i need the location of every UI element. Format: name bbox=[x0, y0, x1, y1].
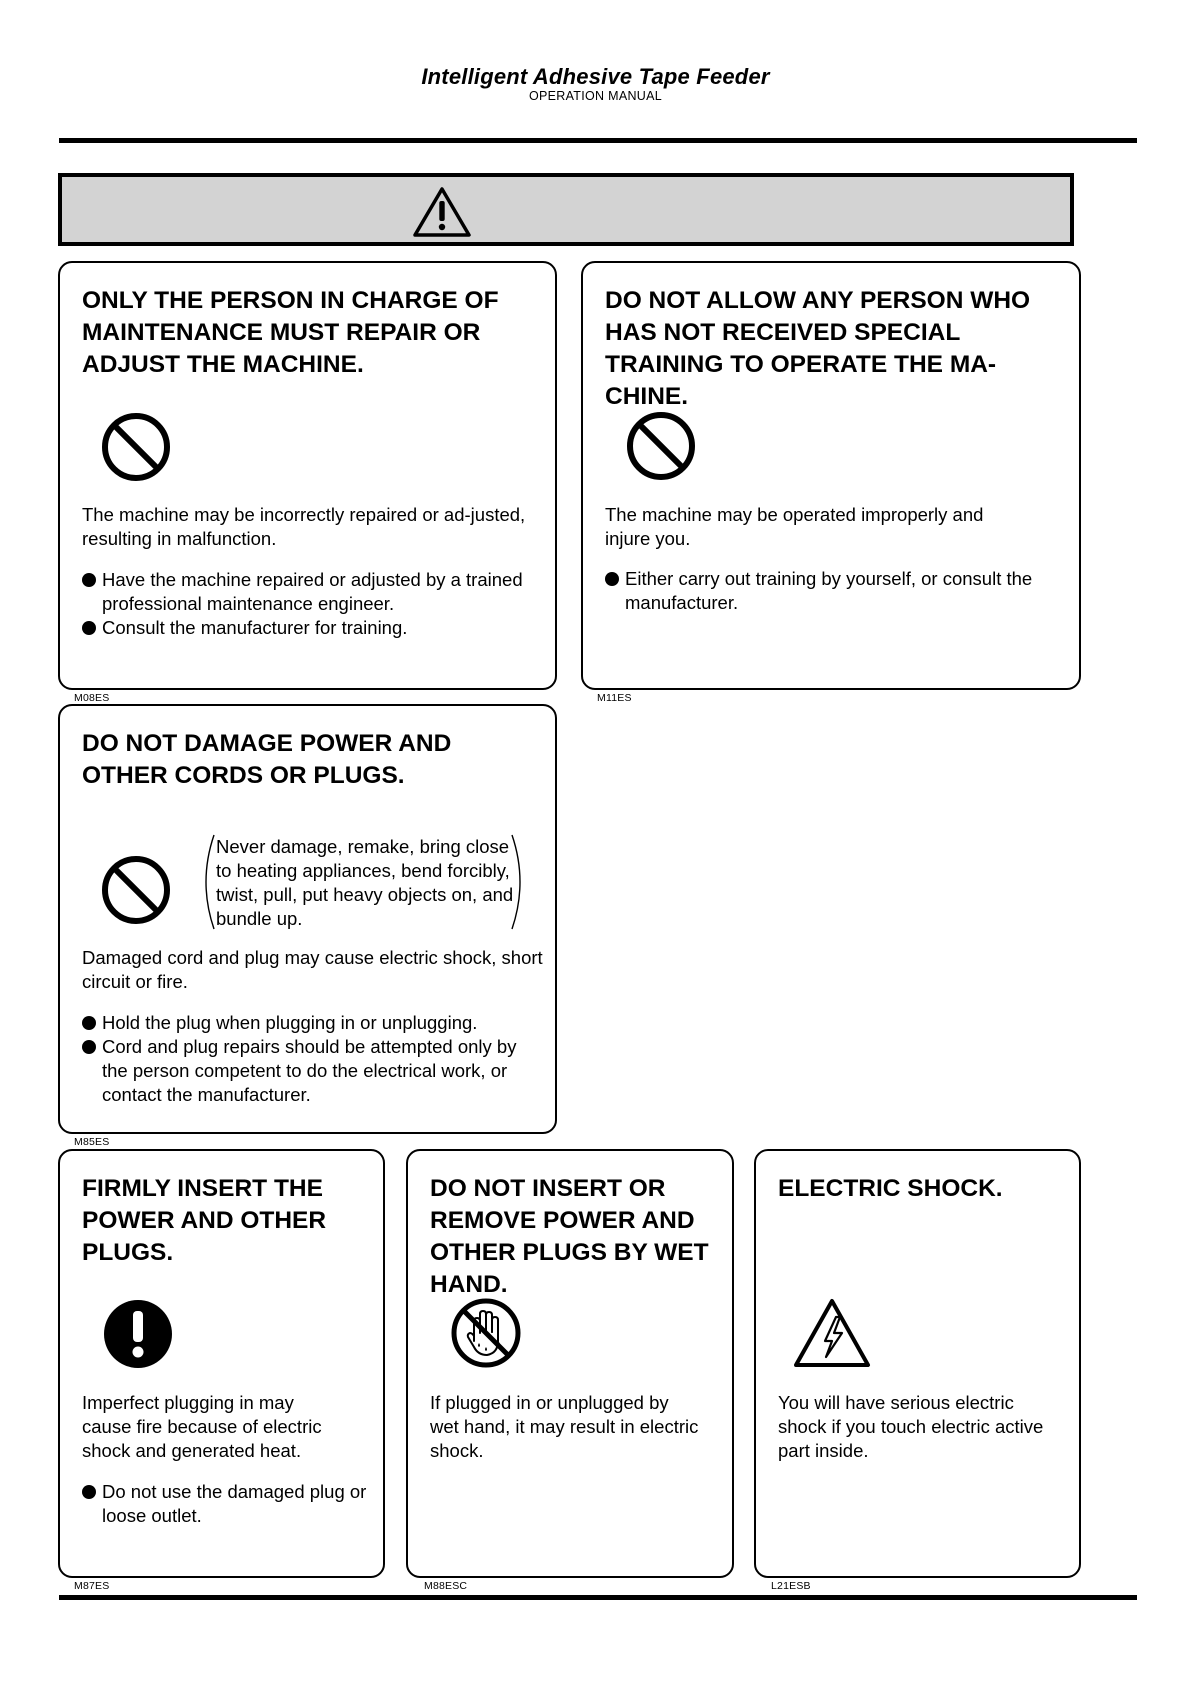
card-body: Imperfect plugging in may cause fire because of electric shock and generated heat. bbox=[82, 1392, 322, 1461]
right-parenthesis-icon bbox=[510, 833, 526, 931]
bullet-dot-icon bbox=[82, 1016, 96, 1030]
bullet-text: Hold the plug when plugging in or unplugging. bbox=[102, 1012, 478, 1033]
no-wet-hands-icon bbox=[450, 1297, 522, 1369]
card-title: ONLY THE PERSON IN CHARGE OF MAINTENANCE MUST REPAIR OR ADJUST THE MACHINE. bbox=[82, 287, 499, 378]
card-code: M87ES bbox=[74, 1580, 110, 1592]
safety-card-firm-plug bbox=[58, 1149, 385, 1578]
mandatory-exclamation-icon bbox=[103, 1299, 173, 1369]
manual-title: Intelligent Adhesive Tape Feeder bbox=[421, 64, 770, 89]
card-title: DO NOT DAMAGE POWER AND OTHER CORDS OR PLUGS. bbox=[82, 730, 452, 789]
prohibited-icon bbox=[626, 411, 696, 481]
safety-card-training bbox=[581, 261, 1081, 690]
prohibited-icon bbox=[101, 412, 171, 482]
bullet-text: Consult the manufacturer for training. bbox=[102, 617, 408, 638]
warning-triangle-icon bbox=[412, 186, 472, 238]
bullet-item bbox=[605, 567, 1065, 615]
card-code: M88ESC bbox=[424, 1580, 468, 1592]
card-title: ELECTRIC SHOCK. bbox=[778, 1175, 1003, 1202]
bullet-dot-icon bbox=[82, 1485, 96, 1499]
card-body: The machine may be operated improperly and injure you. bbox=[605, 504, 984, 549]
prohibited-icon bbox=[101, 855, 171, 925]
top-rule bbox=[59, 138, 1137, 143]
card-bullets bbox=[82, 1011, 525, 1107]
bullet-text: Cord and plug repairs should be attempted only by the person competent to do the electrical work, or contact the manufacturer. bbox=[102, 1036, 517, 1105]
bullet-text: Have the machine repaired or adjusted by a trained professional maintenance engineer. bbox=[102, 569, 523, 614]
card-body: You will have serious electric shock if you touch electric active part inside. bbox=[778, 1392, 1044, 1461]
safety-card-maintenance bbox=[58, 261, 557, 690]
card-bullets bbox=[82, 1480, 369, 1528]
warning-banner bbox=[58, 173, 1074, 246]
bullet-dot-icon bbox=[82, 621, 96, 635]
bullet-item bbox=[82, 1035, 525, 1107]
card-title: FIRMLY INSERT THE POWER AND OTHER PLUGS. bbox=[82, 1175, 327, 1266]
bullet-item bbox=[82, 616, 541, 640]
safety-card-electric-shock bbox=[754, 1149, 1081, 1578]
card-body: If plugged in or unplugged by wet hand, it may result in electric shock. bbox=[430, 1392, 699, 1461]
bullet-text: Either carry out training by yourself, or consult the manufacturer. bbox=[625, 568, 1033, 613]
safety-card-cords bbox=[58, 704, 557, 1134]
card-code: L21ESB bbox=[771, 1580, 811, 1592]
bullet-item bbox=[82, 1480, 369, 1528]
card-code: M11ES bbox=[597, 692, 632, 704]
card-code: M85ES bbox=[74, 1136, 110, 1148]
card-body: Damaged cord and plug may cause electric shock, short circuit or fire. bbox=[82, 947, 543, 992]
card-code: M08ES bbox=[74, 692, 110, 704]
safety-card-wet-hand bbox=[406, 1149, 734, 1578]
card-bullets bbox=[82, 568, 541, 640]
bullet-dot-icon bbox=[82, 1040, 96, 1054]
bullet-dot-icon bbox=[605, 572, 619, 586]
bullet-item bbox=[82, 1011, 525, 1035]
card-body: The machine may be incorrectly repaired or ad-justed, resulting in malfunction. bbox=[82, 504, 526, 549]
card-title: DO NOT ALLOW ANY PERSON WHO HAS NOT RECEIVED SPECIAL TRAINING TO OPERATE THE MA-CHINE. bbox=[605, 287, 1031, 410]
card-bullets bbox=[605, 567, 1065, 615]
bullet-dot-icon bbox=[82, 573, 96, 587]
electric-shock-warning-icon bbox=[792, 1297, 872, 1369]
handling-note bbox=[200, 833, 526, 931]
bottom-rule bbox=[59, 1595, 1137, 1600]
bullet-item bbox=[82, 568, 541, 616]
left-parenthesis-icon bbox=[200, 833, 216, 931]
handling-note-text: Never damage, remake, bring close to heating appliances, bend forcibly, twist, pull, put heavy objects on, and bundle up. bbox=[216, 836, 514, 929]
manual-subtitle: OPERATION MANUAL bbox=[528, 89, 663, 103]
bullet-text: Do not use the damaged plug or loose outlet. bbox=[102, 1481, 367, 1526]
card-title: DO NOT INSERT OR REMOVE POWER AND OTHER PLUGS BY WET HAND. bbox=[430, 1175, 709, 1298]
